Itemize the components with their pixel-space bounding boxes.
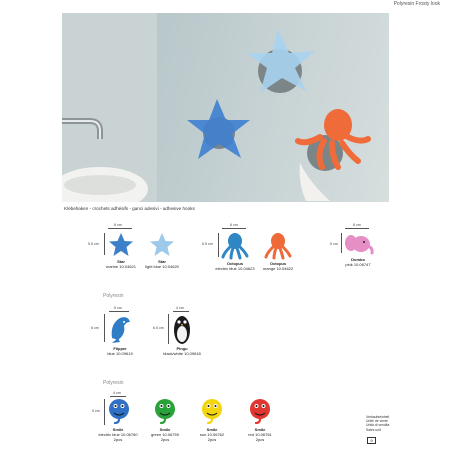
product-label: Dombo pink 10.06747 [345, 257, 371, 267]
product-label: Smile sun 10.06762 2pcs [199, 427, 225, 442]
product-label: Pingu black/white 10.09618 [163, 346, 201, 356]
dimension-line [218, 233, 219, 257]
dimension-height-star: 5.5 cm [88, 242, 99, 246]
dimension-line [104, 399, 105, 425]
dimension-height-octopus: 6.5 cm [202, 242, 213, 246]
smile-hook-icon [108, 398, 130, 424]
dimension-height-dombo: 5 cm [330, 242, 338, 246]
bathroom-scene-image [62, 13, 389, 202]
sales-unit-note: Verkaufseinheit Unité de vente Unità di vendita Sales unit [366, 415, 390, 432]
dimension-line [104, 233, 105, 255]
dimension-line [168, 314, 169, 344]
smile-hook-icon [201, 398, 223, 424]
dimension-width-smile: 4 cm [113, 391, 121, 395]
product-label: Star light blue 10.04620 [145, 259, 179, 269]
dimension-line [173, 311, 189, 312]
product-caption: Klebehaken - crochets adhésifs - ganci adesivi - adhesive hooks [64, 206, 195, 211]
dimension-line [341, 233, 342, 253]
dimension-width-dombo: 6 cm [353, 223, 361, 227]
product-label: Octopus orange 10.04622 [262, 261, 294, 271]
dimension-width-octopus: 6 cm [230, 223, 238, 227]
octopus-hook-icon [221, 232, 249, 260]
dimension-height-pingu: 6.5 cm [153, 326, 164, 330]
dimension-line [345, 228, 369, 229]
dimension-height-smile: 5 cm [92, 409, 100, 413]
penguin-hook-icon [172, 313, 192, 345]
dimension-width-pingu: 4 cm [176, 306, 184, 310]
star-hook-icon [148, 232, 176, 258]
dimension-line [110, 396, 126, 397]
product-label: Smile green 10.06759 2pcs [150, 427, 180, 442]
product-label: Octopus electric blue 10.04623 [215, 261, 255, 271]
dolphin-hook-icon [108, 314, 132, 344]
product-label: Smile red 10.06761 2pcs [248, 427, 272, 442]
dimension-line [108, 228, 132, 229]
page-header-title: Polyresin Frosty look [393, 1, 440, 7]
elephant-hook-icon [344, 233, 374, 255]
smile-hook-icon [249, 398, 271, 424]
smile-hook-icon [154, 398, 176, 424]
product-label: Star marine 10.04621 [105, 259, 137, 269]
section-label: Polyresin [103, 293, 124, 299]
dimension-height-flipper: 6 cm [91, 326, 99, 330]
octopus-hook-icon [264, 232, 292, 260]
product-photo [62, 13, 389, 202]
dimension-width-star: 6 cm [114, 223, 122, 227]
dimension-line [222, 228, 246, 229]
product-label: Smile electric blue 10.06760 2pcs [98, 427, 138, 442]
page-number: 9 [367, 437, 376, 444]
dimension-line [104, 314, 105, 342]
star-hook-icon [107, 232, 135, 258]
dimension-line [109, 311, 129, 312]
section-label: Polyresin [103, 380, 124, 386]
product-label: Flipper blue 10.09619 [107, 346, 133, 356]
dimension-width-flipper: 5 cm [114, 306, 122, 310]
